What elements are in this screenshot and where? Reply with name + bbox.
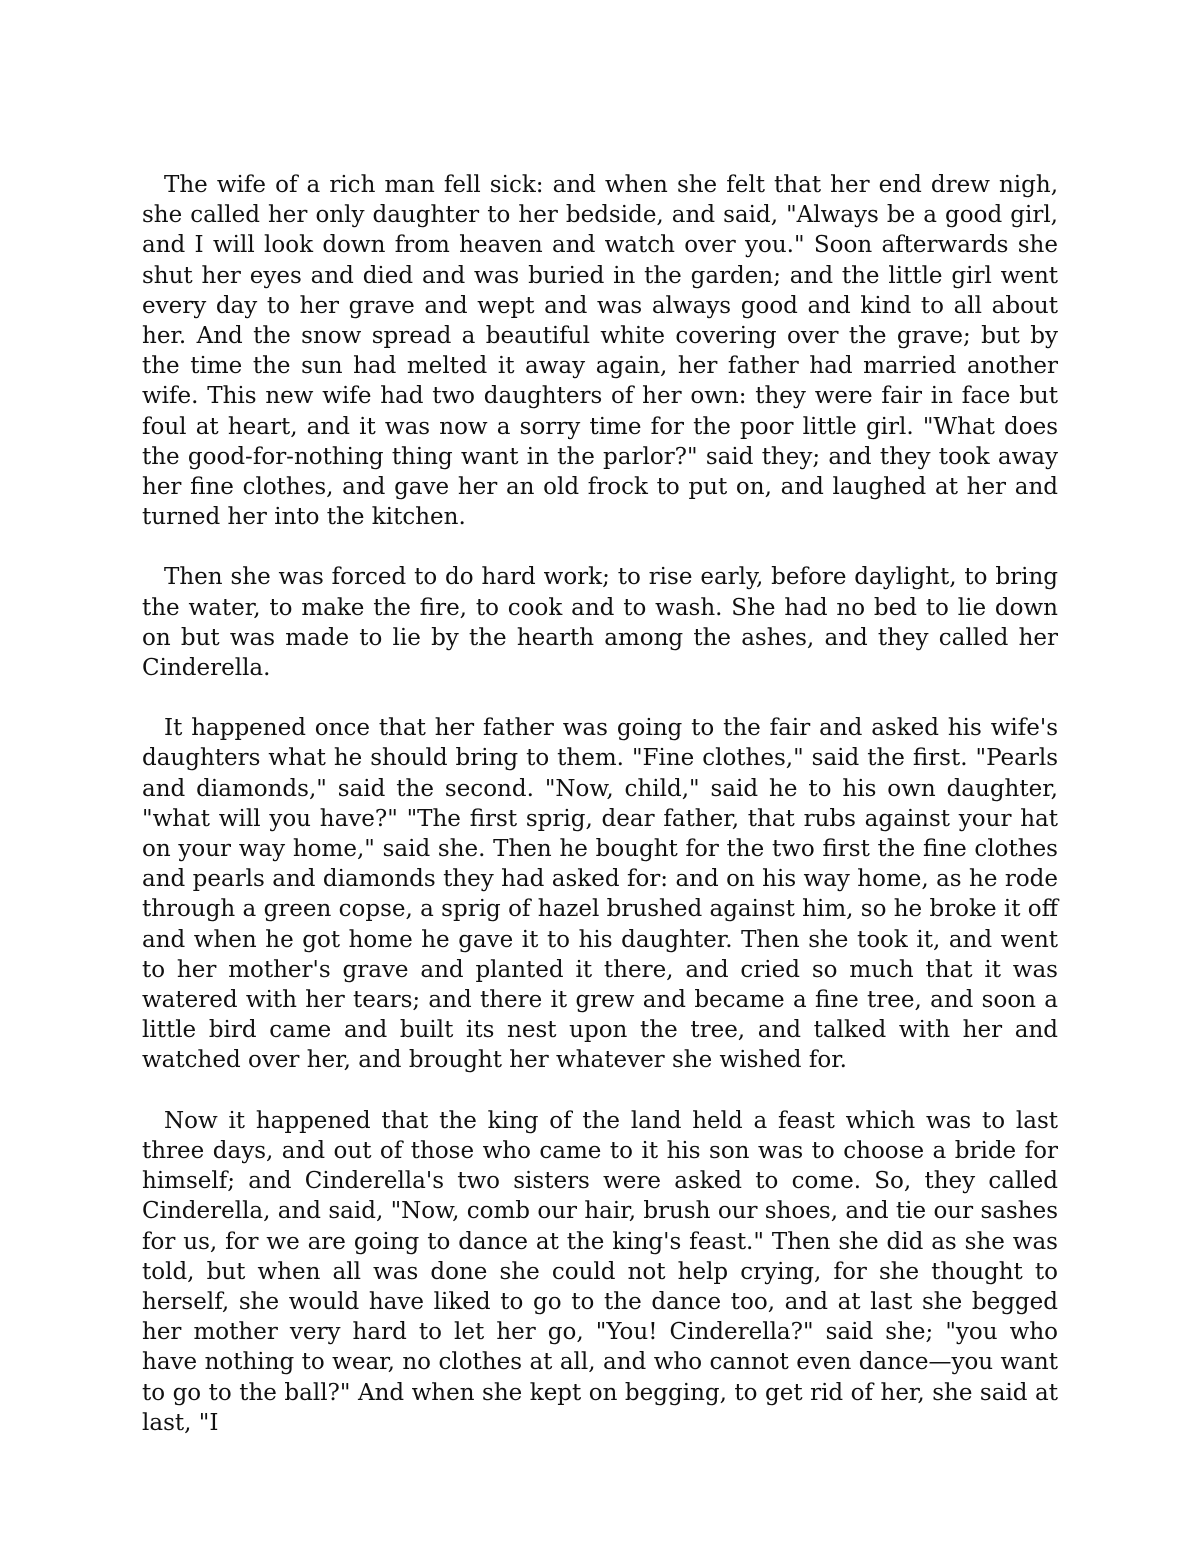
paragraph-2: Then she was forced to do hard work; to rise early, before daylight, to bring the water, to make the fire, to cook and to wash. She had no bed to lie down on but was made to lie by the hearth among the ashes, and they called her Cinderella. (142, 564, 1058, 682)
paragraph-3: It happened once that her father was going to the fair and asked his wife's daughters what he should bring to them. "Fine clothes," said the first. "Pearls and diamonds," said the second. "Now, child," said he to his own daughter, "what will you have?" "The first sprig, dear father, that rubs against your hat on your way home," said she. Then he bought for the two first the fine clothes and pearls and diamonds they had asked for: and on his way home, as he rode through a green copse, a sprig of hazel brushed against him, so he broke it off and when he got home he gave it to his daughter. Then she took it, and went to her mother's grave and planted it there, and cried so much that it was watered with her tears; and there it grew and became a fine tree, and soon a little bird came and built its nest upon the tree, and talked with her and watched over her, and brought her whatever she wished for. (142, 715, 1058, 1074)
paragraph-4: Now it happened that the king of the land held a feast which was to last three days, and out of those who came to it his son was to choose a bride for himself; and Cinderella's two sisters were asked to come. So, they called Cinderella, and said, "Now, comb our hair, brush our shoes, and tie our sashes for us, for we are going to dance at the king's feast." Then she did as she was told, but when all was done she could not help crying, for she thought to herself, she would have liked to go to the dance too, and at last she begged her mother very hard to let her go, "You! Cinderella?" said she; "you who have nothing to wear, no clothes at all, and who cannot even dance—you want to go to the ball?" And when she kept on begging, to get rid of her, she said at last, "I (142, 1107, 1058, 1436)
story-text (142, 170, 1058, 1438)
paragraph-1: The wife of a rich man fell sick: and when she felt that her end drew nigh, she called her only daughter to her bedside, and said, "Always be a good girl, and I will look down from heaven and watch over you." Soon afterwards she shut her eyes and died and was buried in the garden; and the little girl went every day to her grave and wept and was always good and kind to all about her. And the snow spread a beautiful white covering over the grave; but by the time the sun had melted it away again, her father had married another wife. This new wife had two daughters of her own: they were fair in face but foul at heart, and it was now a sorry time for the poor little girl. "What does the good-for-nothing thing want in the parlor?" said they; and they took away her fine clothes, and gave her an old frock to put on, and laughed at her and turned her into the kitchen. (142, 172, 1058, 531)
